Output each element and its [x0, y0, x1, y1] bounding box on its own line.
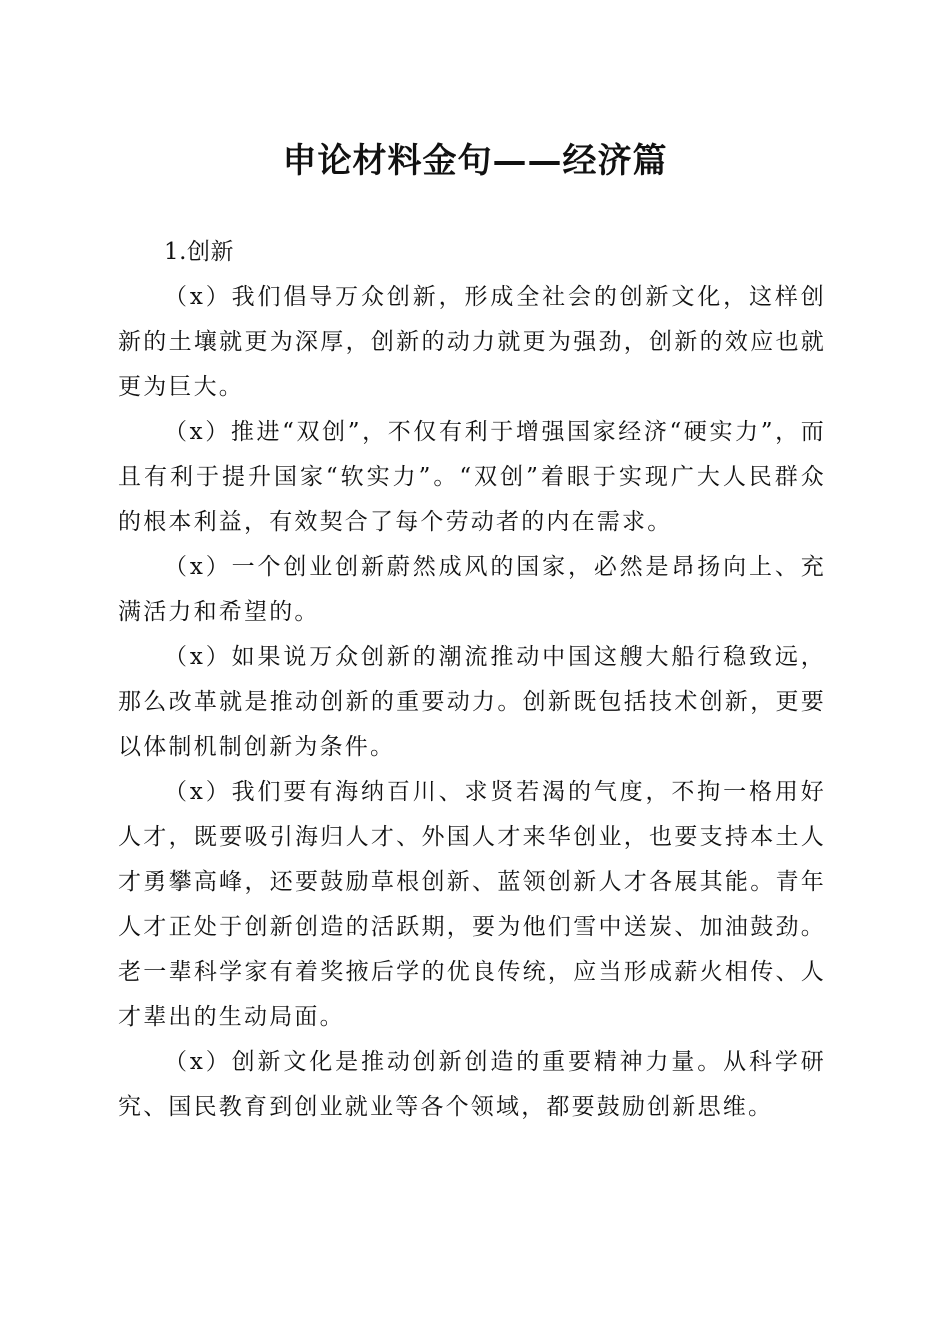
- paragraph: （x）我们要有海纳百川、求贤若渴的气度，不拘一格用好人才，既要吸引海归人才、外国人才来华创业，也要支持本土人才勇攀高峰，还要鼓励草根创新、蓝领创新人才各展其能。青年人才正处于创新创造的活跃期，要为他们雪中送炭、加油鼓劲。老一辈科学家有着奖掖后学的优良传统，应当形成薪火相传、人才辈出的生动局面。: [118, 779, 826, 1030]
- paragraph: （x）推进“双创”，不仅有利于增强国家经济“硬实力”，而且有利于提升国家“软实力”。“双创”着眼于实现广大人民群众的根本利益，有效契合了每个劳动者的内在需求。: [118, 419, 826, 535]
- paragraph: （x）创新文化是推动创新创造的重要精神力量。从科学研究、国民教育到创业就业等各个领域，都要鼓励创新思维。: [118, 1049, 826, 1120]
- paragraph: （x）一个创业创新蔚然成风的国家，必然是昂扬向上、充满活力和希望的。: [118, 554, 826, 625]
- paragraph: （x）如果说万众创新的潮流推动中国这艘大船行稳致远，那么改革就是推动创新的重要动力。创新既包括技术创新，更要以体制机制创新为条件。: [118, 644, 826, 760]
- section-heading: 1.创新: [164, 239, 234, 265]
- document-title: 申论材料金句——经济篇: [282, 141, 668, 181]
- paragraph: （x）我们倡导万众创新，形成全社会的创新文化，这样创新的土壤就更为深厚，创新的动力就更为强劲，创新的效应也就更为巨大。: [118, 284, 826, 400]
- document-body: [118, 230, 826, 1130]
